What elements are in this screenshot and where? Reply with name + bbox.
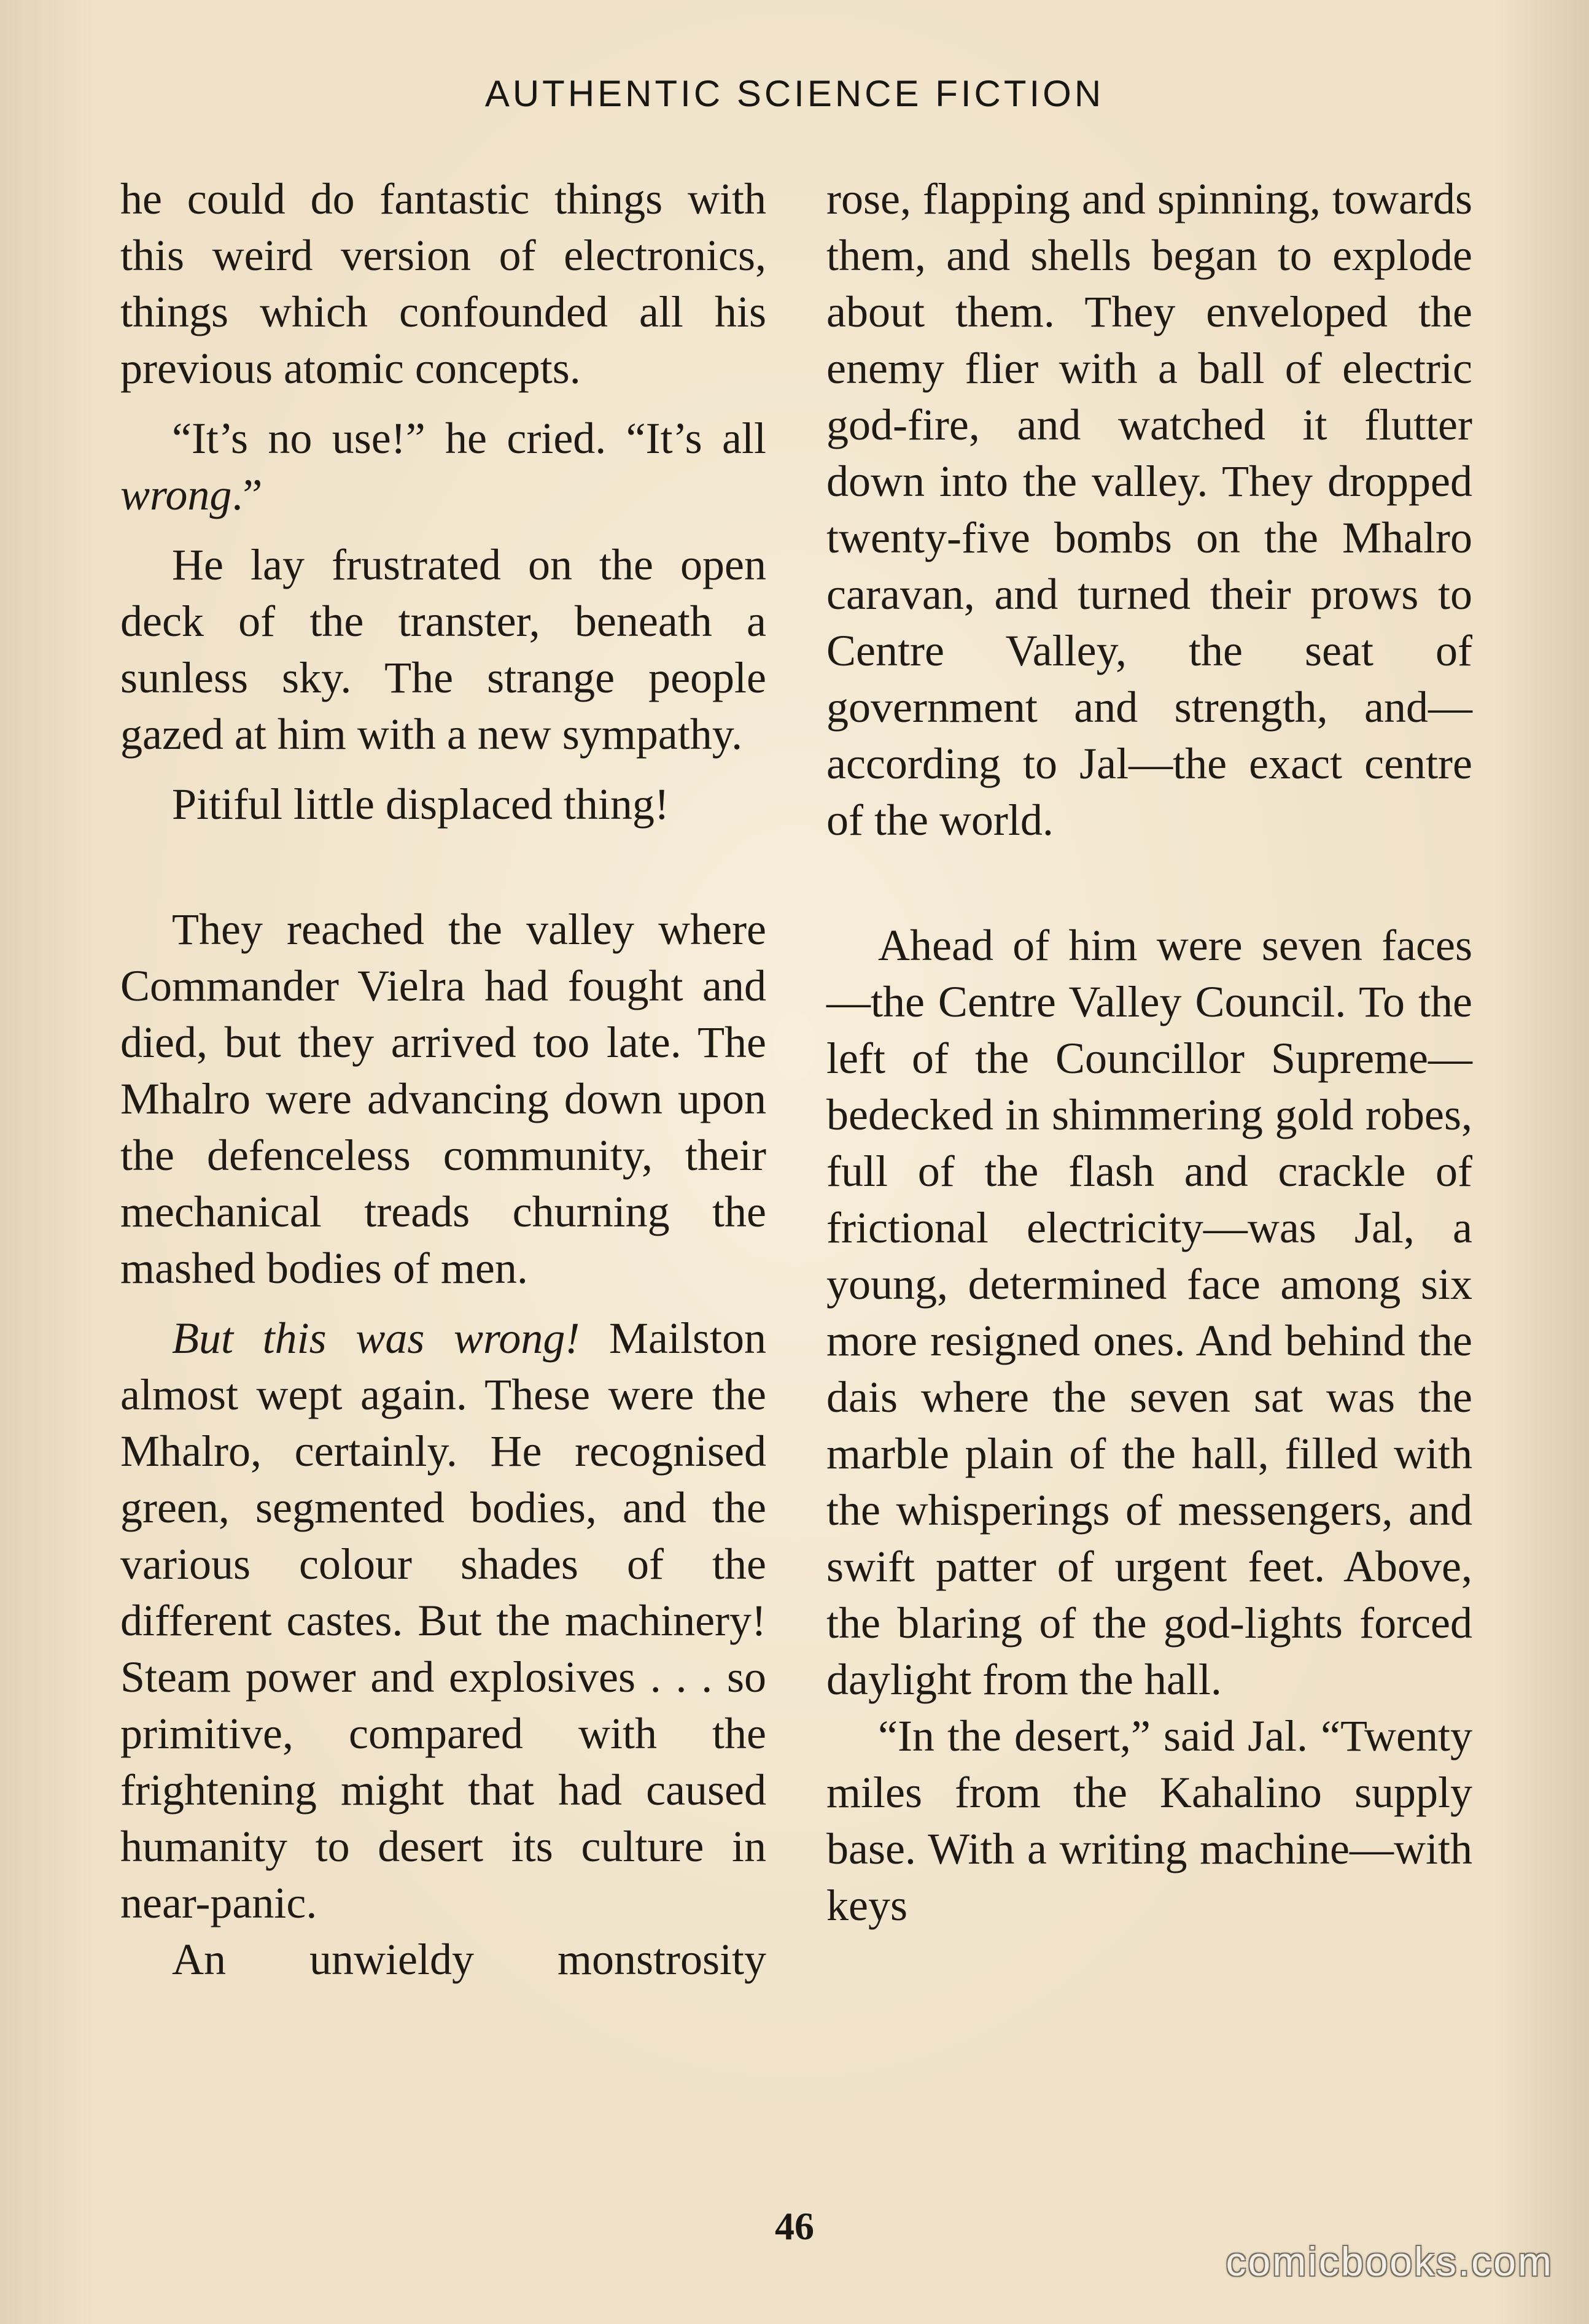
right-column: [826, 171, 1472, 1934]
paragraph: rose, flapping and spinning, towards them, and shells began to explode about them. They enveloped the enemy flier with a ball of electric god-fire, and watched it flutter down into the valley. They dropped twenty-five bombs on the Mhalro caravan, and turned their prows to Centre Valley, the seat of government and strength, and—according to Jal—the exact centre of the world.: [826, 174, 1472, 845]
paragraph: [120, 410, 766, 523]
paragraph: [120, 1310, 766, 1931]
paragraph: He lay frustrated on the open deck of the transter, beneath a sunless sky. The strange people gazed at him with a new sympathy.: [120, 540, 766, 759]
text-run: .”: [231, 470, 263, 519]
text-run: Mailston almost wept again. These were the Mhalro, certainly. He recognised green, segmented bodies, and the various colour shades of the different castes. But the machinery! Steam power and explosives . . . so primitive, compared with the frightening might that had caused humanity to desert its culture in near-panic.: [120, 1314, 766, 1927]
page-number: 46: [775, 2204, 814, 2248]
paragraph: Ahead of him were seven faces—the Centre Valley Council. To the left of the Councillor Supreme—bedecked in shimmering gold robes, full of the flash and crackle of frictional electricity—was Jal, a young, determined face among six more resigned ones. And behind the dais where the seven sat was the marble plain of the hall, filled with the whisperings of messengers, and swift patter of urgent feet. Above, the blaring of the god-lights forced daylight from the hall.: [826, 921, 1472, 1704]
emphasis: wrong: [120, 470, 232, 519]
watermark: comicbooks.com: [1226, 2239, 1553, 2284]
paragraph: They reached the valley where Commander Vielra had fought and died, but they arrived too late. The Mhalro were advancing down upon the defenceless community, their mechanical treads churning the mashed bodies of men.: [120, 905, 766, 1293]
running-title: AUTHENTIC SCIENCE FICTION: [484, 73, 1105, 114]
paragraph: An unwieldy monstrosity: [172, 1935, 766, 1984]
emphasis: But this was wrong!: [172, 1314, 580, 1363]
paragraph: he could do fantastic things with this weird version of electronics, things which confounded all his previous atomic concepts.: [120, 174, 766, 393]
paragraph: “In the desert,” said Jal. “Twenty miles from the Kahalino supply base. With a writing machine—with keys: [826, 1711, 1472, 1930]
paragraph: Pitiful little displaced thing!: [172, 780, 669, 829]
left-column: [120, 171, 766, 1988]
text-run: “It’s no use!” he cried. “It’s all: [172, 414, 766, 463]
